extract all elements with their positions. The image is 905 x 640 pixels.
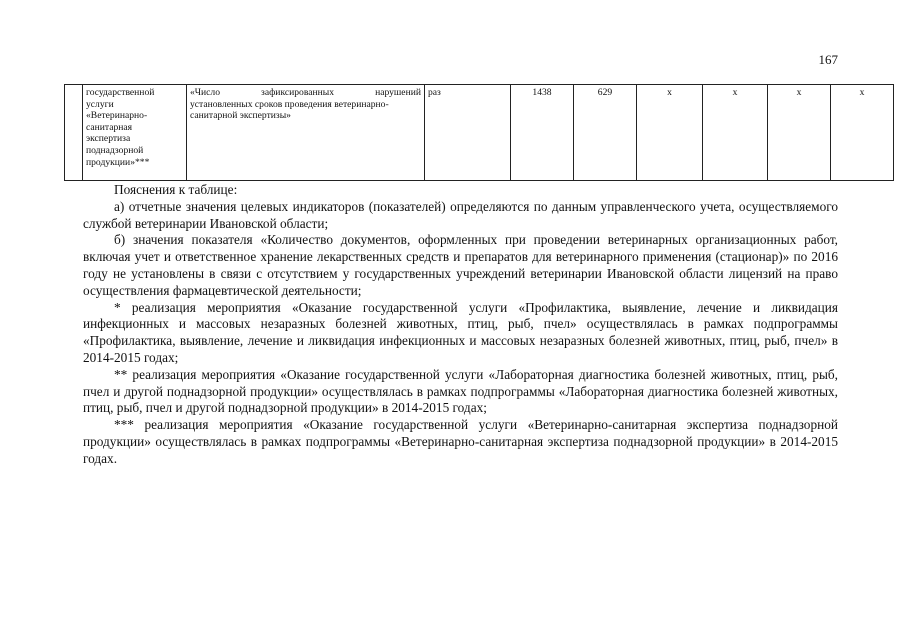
row-number-cell	[65, 85, 83, 181]
program-name-line: санитарная	[86, 121, 133, 133]
table-row	[65, 85, 894, 181]
indicator-rest: установленных сроков проведения ветеринарно-санитарной экспертизы»	[190, 98, 389, 122]
indicator-word: зафиксированных	[261, 87, 335, 98]
program-name-line: «Ветеринарно-	[86, 110, 148, 122]
page-number: 167	[818, 52, 838, 67]
program-name-line: государственной	[86, 87, 155, 98]
indicator-first-line	[190, 87, 421, 99]
indicator-word: «Число	[190, 87, 221, 98]
table-notes	[83, 182, 838, 468]
indicator-table	[64, 84, 894, 181]
program-name-line: экспертиза	[86, 133, 131, 145]
notes-heading: Пояснения к таблице:	[114, 182, 238, 197]
value-cell: x	[703, 85, 768, 181]
note-item: а) отчетные значения целевых индикаторов (показателей) определяются по данным управленческого учета, осуществляемого службой ветеринарии Ивановской области;	[83, 198, 838, 231]
program-name-line: поднадзорной	[86, 144, 144, 156]
value-cell: 629	[574, 85, 637, 181]
note-item: ** реализация мероприятия «Оказание государственной услуги «Лабораторная диагностика болезней животных, птиц, рыб, пчел и другой поднадзорной продукции» осуществлялась в рамках подпрограммы «Лабораторная диагностика болезней животных, птиц, рыб, пчел и другой поднадзорной продукции» в 2014-2015 годах;	[83, 366, 838, 416]
unit-cell: раз	[425, 85, 511, 181]
indicator-name-cell	[187, 85, 425, 181]
program-name-cell	[83, 85, 187, 181]
value-cell: 1438	[511, 85, 574, 181]
indicator-word: нарушений	[375, 87, 421, 98]
note-item: * реализация мероприятия «Оказание государственной услуги «Профилактика, выявление, лечение и ликвидация инфекционных и массовых незаразных болезней животных, птиц, рыб, пчел» осуществлялась в рамках подпрограммы «Профилактика, выявление, лечение и ликвидация инфекционных и массовых незаразных болезней животных, птиц, рыб, пчел» в 2014-2015 годах;	[83, 299, 838, 365]
note-item: б) значения показателя «Количество документов, оформленных при проведении ветеринарных организационных работ, включая учет и ответственное хранение лекарственных средств и препаратов для ветеринарного применения (стационар)» по 2016 году не установлены в связи с отсутствием у государственных учреждений ветеринарии Ивановской области лицензий на право осуществления фармацевтической деятельности;	[83, 232, 838, 298]
value-cell: x	[831, 85, 894, 181]
program-name-line: продукции»***	[86, 156, 150, 168]
value-cell: x	[637, 85, 703, 181]
note-item: *** реализация мероприятия «Оказание государственной услуги «Ветеринарно-санитарная экспертиза поднадзорной продукции» осуществлялась в рамках подпрограммы «Ветеринарно-санитарная экспертиза поднадзорной продукции» в 2014-2015 годах.	[83, 417, 838, 466]
value-cell: x	[768, 85, 831, 181]
program-name-line: услуги	[86, 98, 114, 110]
